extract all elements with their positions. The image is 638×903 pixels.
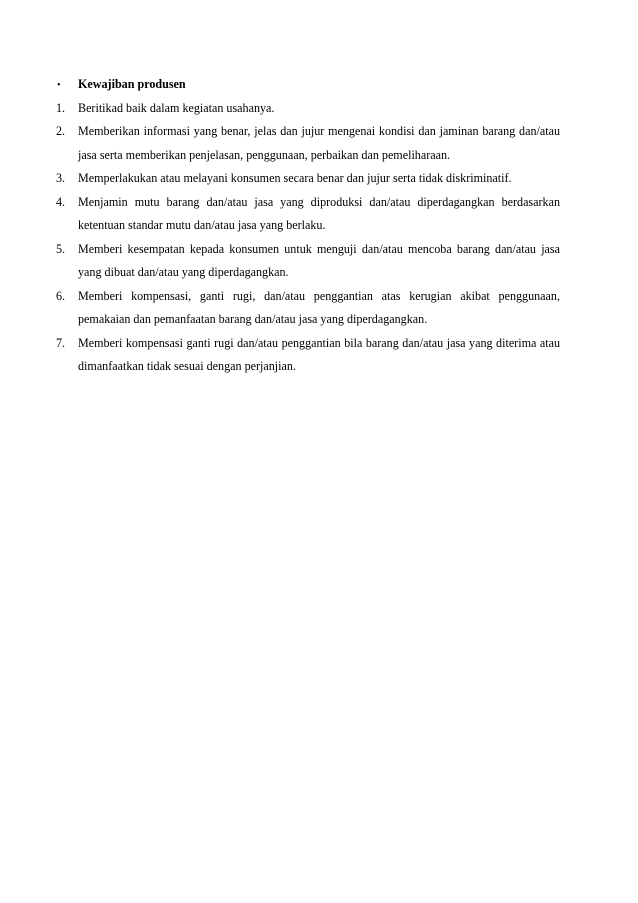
list-item-text: Memberikan informasi yang benar, jelas dan jujur mengenai kondisi dan jaminan barang dan/atau jasa serta memberikan penjelasan, penggunaan, perbaikan dan pemeliharaan. (78, 124, 560, 162)
list-item-number: 4. (56, 194, 66, 209)
list-item-text: Memberi kompensasi, ganti rugi, dan/atau penggantian atas kerugian akibat penggunaan, pemakaian dan pemanfaatan barang dan/atau jasa yang diperdagangkan. (78, 288, 560, 326)
list-item-number: 5. (56, 241, 66, 256)
list-item-number: 6. (56, 288, 66, 303)
list-item-text: Menjamin mutu barang dan/atau jasa yang diproduksi dan/atau diperdagangkan berdasarkan ketentuan standar mutu dan/atau jasa yang berlaku. (78, 194, 560, 232)
list-item (56, 167, 560, 191)
list-item-text: Beritikad baik dalam kegiatan usahanya. (78, 100, 275, 115)
list-item-number: 7. (56, 335, 66, 350)
list-item (56, 285, 560, 332)
list-item (56, 332, 560, 379)
list-item (56, 120, 560, 167)
list-item-text: Memperlakukan atau melayani konsumen secara benar dan jujur serta tidak diskriminatif. (78, 171, 512, 185)
list-item (56, 238, 560, 285)
section-heading-text: Kewajiban produsen (78, 77, 186, 91)
list-item (56, 191, 560, 238)
section-heading (56, 73, 560, 97)
list-item-text: Memberi kesempatan kepada konsumen untuk menguji dan/atau mencoba barang dan/atau jasa yang dibuat dan/atau yang diperdagangkan. (78, 241, 560, 279)
document-content (56, 73, 560, 379)
obligations-list (56, 97, 560, 379)
list-item-number: 1. (56, 100, 66, 115)
list-item-number: 3. (56, 171, 66, 185)
list-item-text: Memberi kompensasi ganti rugi dan/atau penggantian bila barang dan/atau jasa yang diterima atau dimanfaatkan tidak sesuai dengan perjanjian. (78, 335, 560, 373)
bullet-icon: • (57, 80, 61, 91)
list-item-number: 2. (56, 124, 66, 138)
list-item (56, 97, 560, 121)
